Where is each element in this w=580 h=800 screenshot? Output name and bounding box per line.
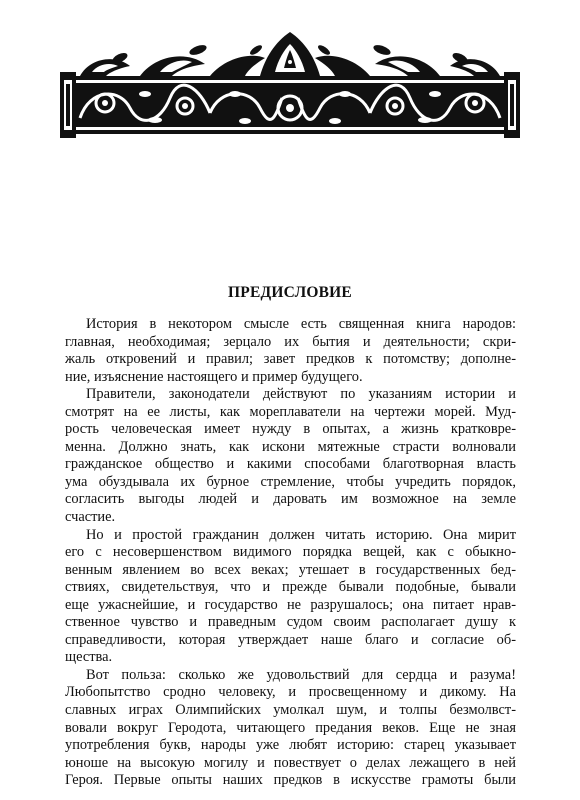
text-line: смотрят на ее листы, как мореплаватели на чертежи морей. Муд- (65, 403, 516, 420)
preface-heading: ПРЕДИСЛОВИЕ (228, 284, 352, 301)
paragraph-2 (65, 386, 516, 526)
text-line: еще ужаснейшие, и государство не разрушалось; она питает нрав- (65, 596, 516, 613)
preface-text (65, 316, 516, 790)
text-line: счастие. (65, 509, 116, 526)
text-line: гражданское общество и какими способами благотворная власть (65, 456, 516, 473)
text-line: венным явлением во всех веках; утешает в государственных бед- (65, 561, 516, 578)
text-line: ственное чувство и праведным судом своим располагает душу к (65, 614, 516, 631)
text-line: Любопытство сродно человеку, и просвещенному и дикому. На (65, 684, 516, 701)
text-line: жаль откровений и правил; завет предков к потомству; дополне- (65, 351, 516, 368)
text-line: Героя. Первые опыты наших предков в искусстве грамоты были (65, 772, 516, 789)
text-line: рость человеческая имеет нужду в опытах, а жизнь кратковре- (65, 421, 516, 438)
text-line: Но и простой гражданин должен читать историю. Она мирит (86, 526, 516, 543)
paragraph-3 (65, 527, 516, 667)
text-line: справедливости, которая утверждает наше благо и согласие об- (65, 631, 516, 648)
text-line: ствиях, свидетельствуя, что и прежде бывали подобные, бывали (65, 579, 516, 596)
text-line: его с несовершенством видимого порядка вещей, как с обыкно- (65, 544, 516, 561)
text-line: щества. (65, 649, 113, 666)
text-line: Вот польза: сколько же удовольствий для сердца и разума! (86, 666, 516, 683)
text-line: вовали вокруг Геродота, читающего предания веков. Еще не зная (65, 719, 516, 736)
paragraph-1 (65, 316, 516, 386)
text-line: ние, изъяснение настоящего и пример будущего. (65, 368, 363, 385)
paragraph-4 (65, 667, 516, 790)
text-line: История в некотором смысле есть священная книга народов: (86, 316, 516, 332)
text-line: юноше на высокую могилу и повествует о делах лежащего в ней (65, 754, 516, 771)
text-line: главная, необходимая; зерцало их бытия и деятельности; скри- (65, 333, 516, 350)
text-line: Правители, законодатели действуют по указаниям истории и (86, 386, 516, 403)
text-line: согласить выгоды людей и даровать им возможное на земле (65, 491, 516, 508)
text-line: ума обуздывала их бурное стремление, чтобы учредить порядок, (65, 473, 516, 490)
text-line: славных играх Олимпийских умолкал шум, и толпы безмолвст- (65, 702, 516, 719)
text-line: менна. Должно знать, как искони мятежные страсти волновали (65, 438, 516, 455)
header-ornament (60, 28, 520, 138)
text-line: употребления букв, народы уже любят историю: старец указывает (65, 737, 516, 754)
